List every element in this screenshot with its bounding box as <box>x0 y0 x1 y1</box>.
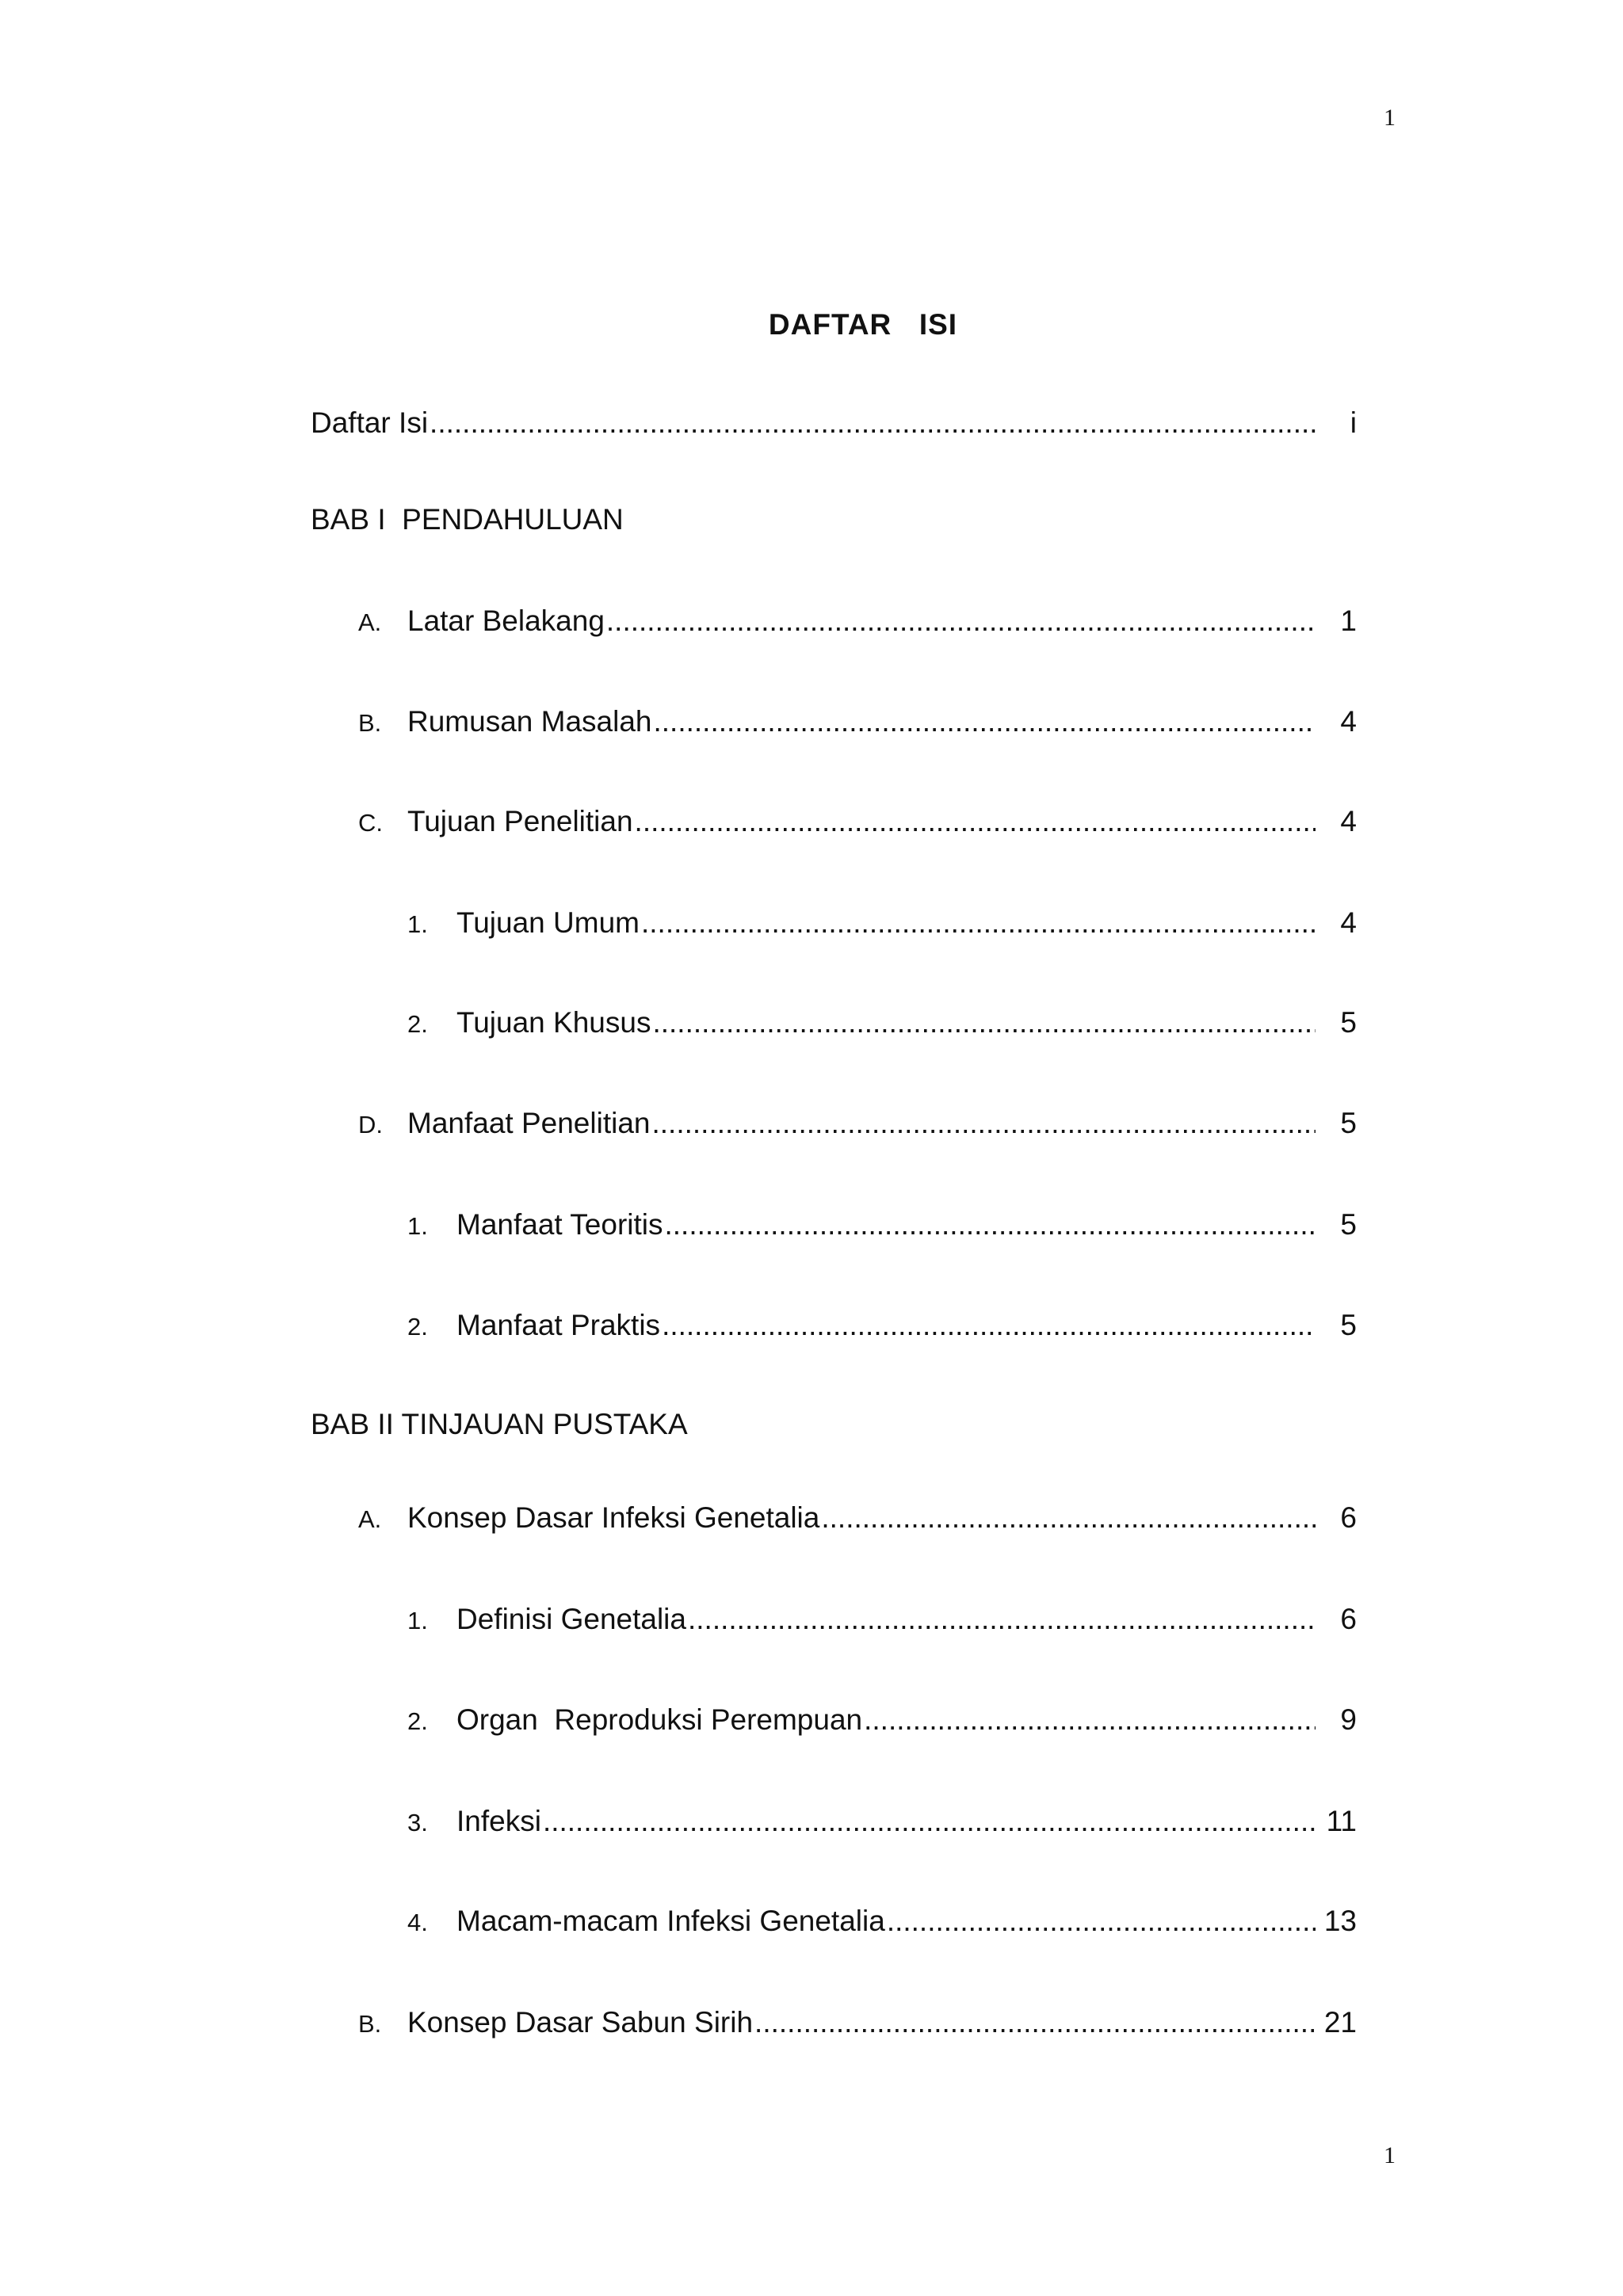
toc-entry-marker: 1. <box>407 1212 428 1240</box>
toc-dot-leader <box>651 1104 1316 1142</box>
toc-dot-leader <box>606 602 1316 640</box>
toc-entry-page: 4 <box>1340 906 1357 939</box>
toc-entry-marker: C. <box>358 809 383 837</box>
toc-entry <box>358 1499 1357 1537</box>
toc-dot-leader <box>653 703 1316 741</box>
header-page-number: 1 <box>1384 105 1396 131</box>
toc-entry <box>311 1405 1357 1444</box>
toc-dot-leader <box>430 404 1316 442</box>
toc-dot-leader <box>754 2004 1316 2042</box>
toc-entry-title: Infeksi <box>456 1805 541 1837</box>
toc-entry-marker: A. <box>358 1505 382 1533</box>
toc-entry-marker: 4. <box>407 1909 428 1936</box>
toc-dot-leader <box>641 904 1316 942</box>
toc-entry-title: Macam-macam Infeksi Genetalia <box>456 1905 885 1937</box>
toc-entry-title: BAB I PENDAHULUAN <box>311 503 624 536</box>
toc-entry-title: Konsep Dasar Infeksi Genetalia <box>407 1501 820 1534</box>
toc-entry-title: Konsep Dasar Sabun Sirih <box>407 2006 754 2039</box>
toc-entry <box>311 501 1357 539</box>
toc-dot-leader <box>635 803 1316 841</box>
toc-entry <box>358 803 1357 841</box>
toc-entry <box>358 703 1357 741</box>
toc-entry <box>358 602 1357 640</box>
toc-dot-leader <box>662 1306 1316 1344</box>
toc-entry-title: BAB II TINJAUAN PUSTAKA <box>311 1408 688 1440</box>
toc-dot-leader <box>821 1499 1316 1537</box>
toc-entry-title: Daftar Isi <box>311 406 429 439</box>
toc-entry-marker: 2. <box>407 1313 428 1341</box>
toc-entry-page: 1 <box>1340 605 1357 637</box>
toc-dot-leader <box>688 1600 1316 1638</box>
toc-entry <box>407 1902 1357 1940</box>
toc-entry-title: Manfaat Penelitian <box>407 1107 651 1139</box>
toc-dot-leader <box>543 1802 1316 1840</box>
toc-entry <box>407 1004 1357 1042</box>
toc-entry <box>407 1206 1357 1244</box>
toc-entry <box>358 2004 1357 2042</box>
toc-entry-marker: 3. <box>407 1809 428 1836</box>
toc-entry-title: Definisi Genetalia <box>456 1603 686 1635</box>
toc-entry-title: Rumusan Masalah <box>407 705 652 738</box>
toc-entry-marker: D. <box>358 1111 383 1138</box>
toc-entry-title: Tujuan Umum <box>456 906 640 939</box>
toc-entry-page: 21 <box>1323 2006 1357 2039</box>
toc-entry-page: 6 <box>1340 1501 1357 1534</box>
toc-entry <box>407 1802 1357 1840</box>
footer-page-number: 1 <box>1384 2142 1396 2168</box>
toc-entry-page: i <box>1350 406 1357 439</box>
page-title-text: DAFTAR ISI <box>768 308 958 341</box>
toc-entry-page: 13 <box>1323 1905 1357 1937</box>
toc-entry-page: 9 <box>1340 1703 1357 1736</box>
toc-dot-leader <box>864 1701 1316 1739</box>
toc-dot-leader <box>665 1206 1316 1244</box>
page-title <box>0 307 1623 342</box>
toc-entry-page: 4 <box>1340 805 1357 837</box>
toc-entry-marker: B. <box>358 709 382 737</box>
toc-entry <box>407 1306 1357 1344</box>
toc-entry <box>407 904 1357 942</box>
toc-entry-page: 11 <box>1326 1805 1357 1837</box>
toc-entry-page: 5 <box>1340 1107 1357 1139</box>
toc-entry <box>407 1600 1357 1638</box>
toc-entry-page: 4 <box>1340 705 1357 738</box>
toc-entry-page: 5 <box>1340 1006 1357 1039</box>
toc-entry-title: Latar Belakang <box>407 605 605 637</box>
toc-entry-marker: A. <box>358 608 382 636</box>
toc-entry-title: Tujuan Penelitian <box>407 805 633 837</box>
toc-entry-title: Tujuan Khusus <box>456 1006 651 1039</box>
toc-entry-marker: 1. <box>407 910 428 938</box>
toc-entry <box>358 1104 1357 1142</box>
toc-entry-page: 5 <box>1340 1208 1357 1241</box>
toc-entry-page: 5 <box>1340 1309 1357 1341</box>
toc-entry-marker: 1. <box>407 1607 428 1634</box>
toc-entry <box>407 1701 1357 1739</box>
toc-entry-marker: B. <box>358 2010 382 2038</box>
toc-entry-page: 6 <box>1340 1603 1357 1635</box>
toc-entry-marker: 2. <box>407 1010 428 1038</box>
toc-entry-title: Manfaat Teoritis <box>456 1208 663 1241</box>
toc-entry-title: Manfaat Praktis <box>456 1309 661 1341</box>
toc-dot-leader <box>887 1902 1316 1940</box>
toc-entry-title: Organ Reproduksi Perempuan <box>456 1703 863 1736</box>
toc-dot-leader <box>652 1004 1316 1042</box>
toc-entry-marker: 2. <box>407 1707 428 1735</box>
toc-entry <box>311 404 1357 442</box>
